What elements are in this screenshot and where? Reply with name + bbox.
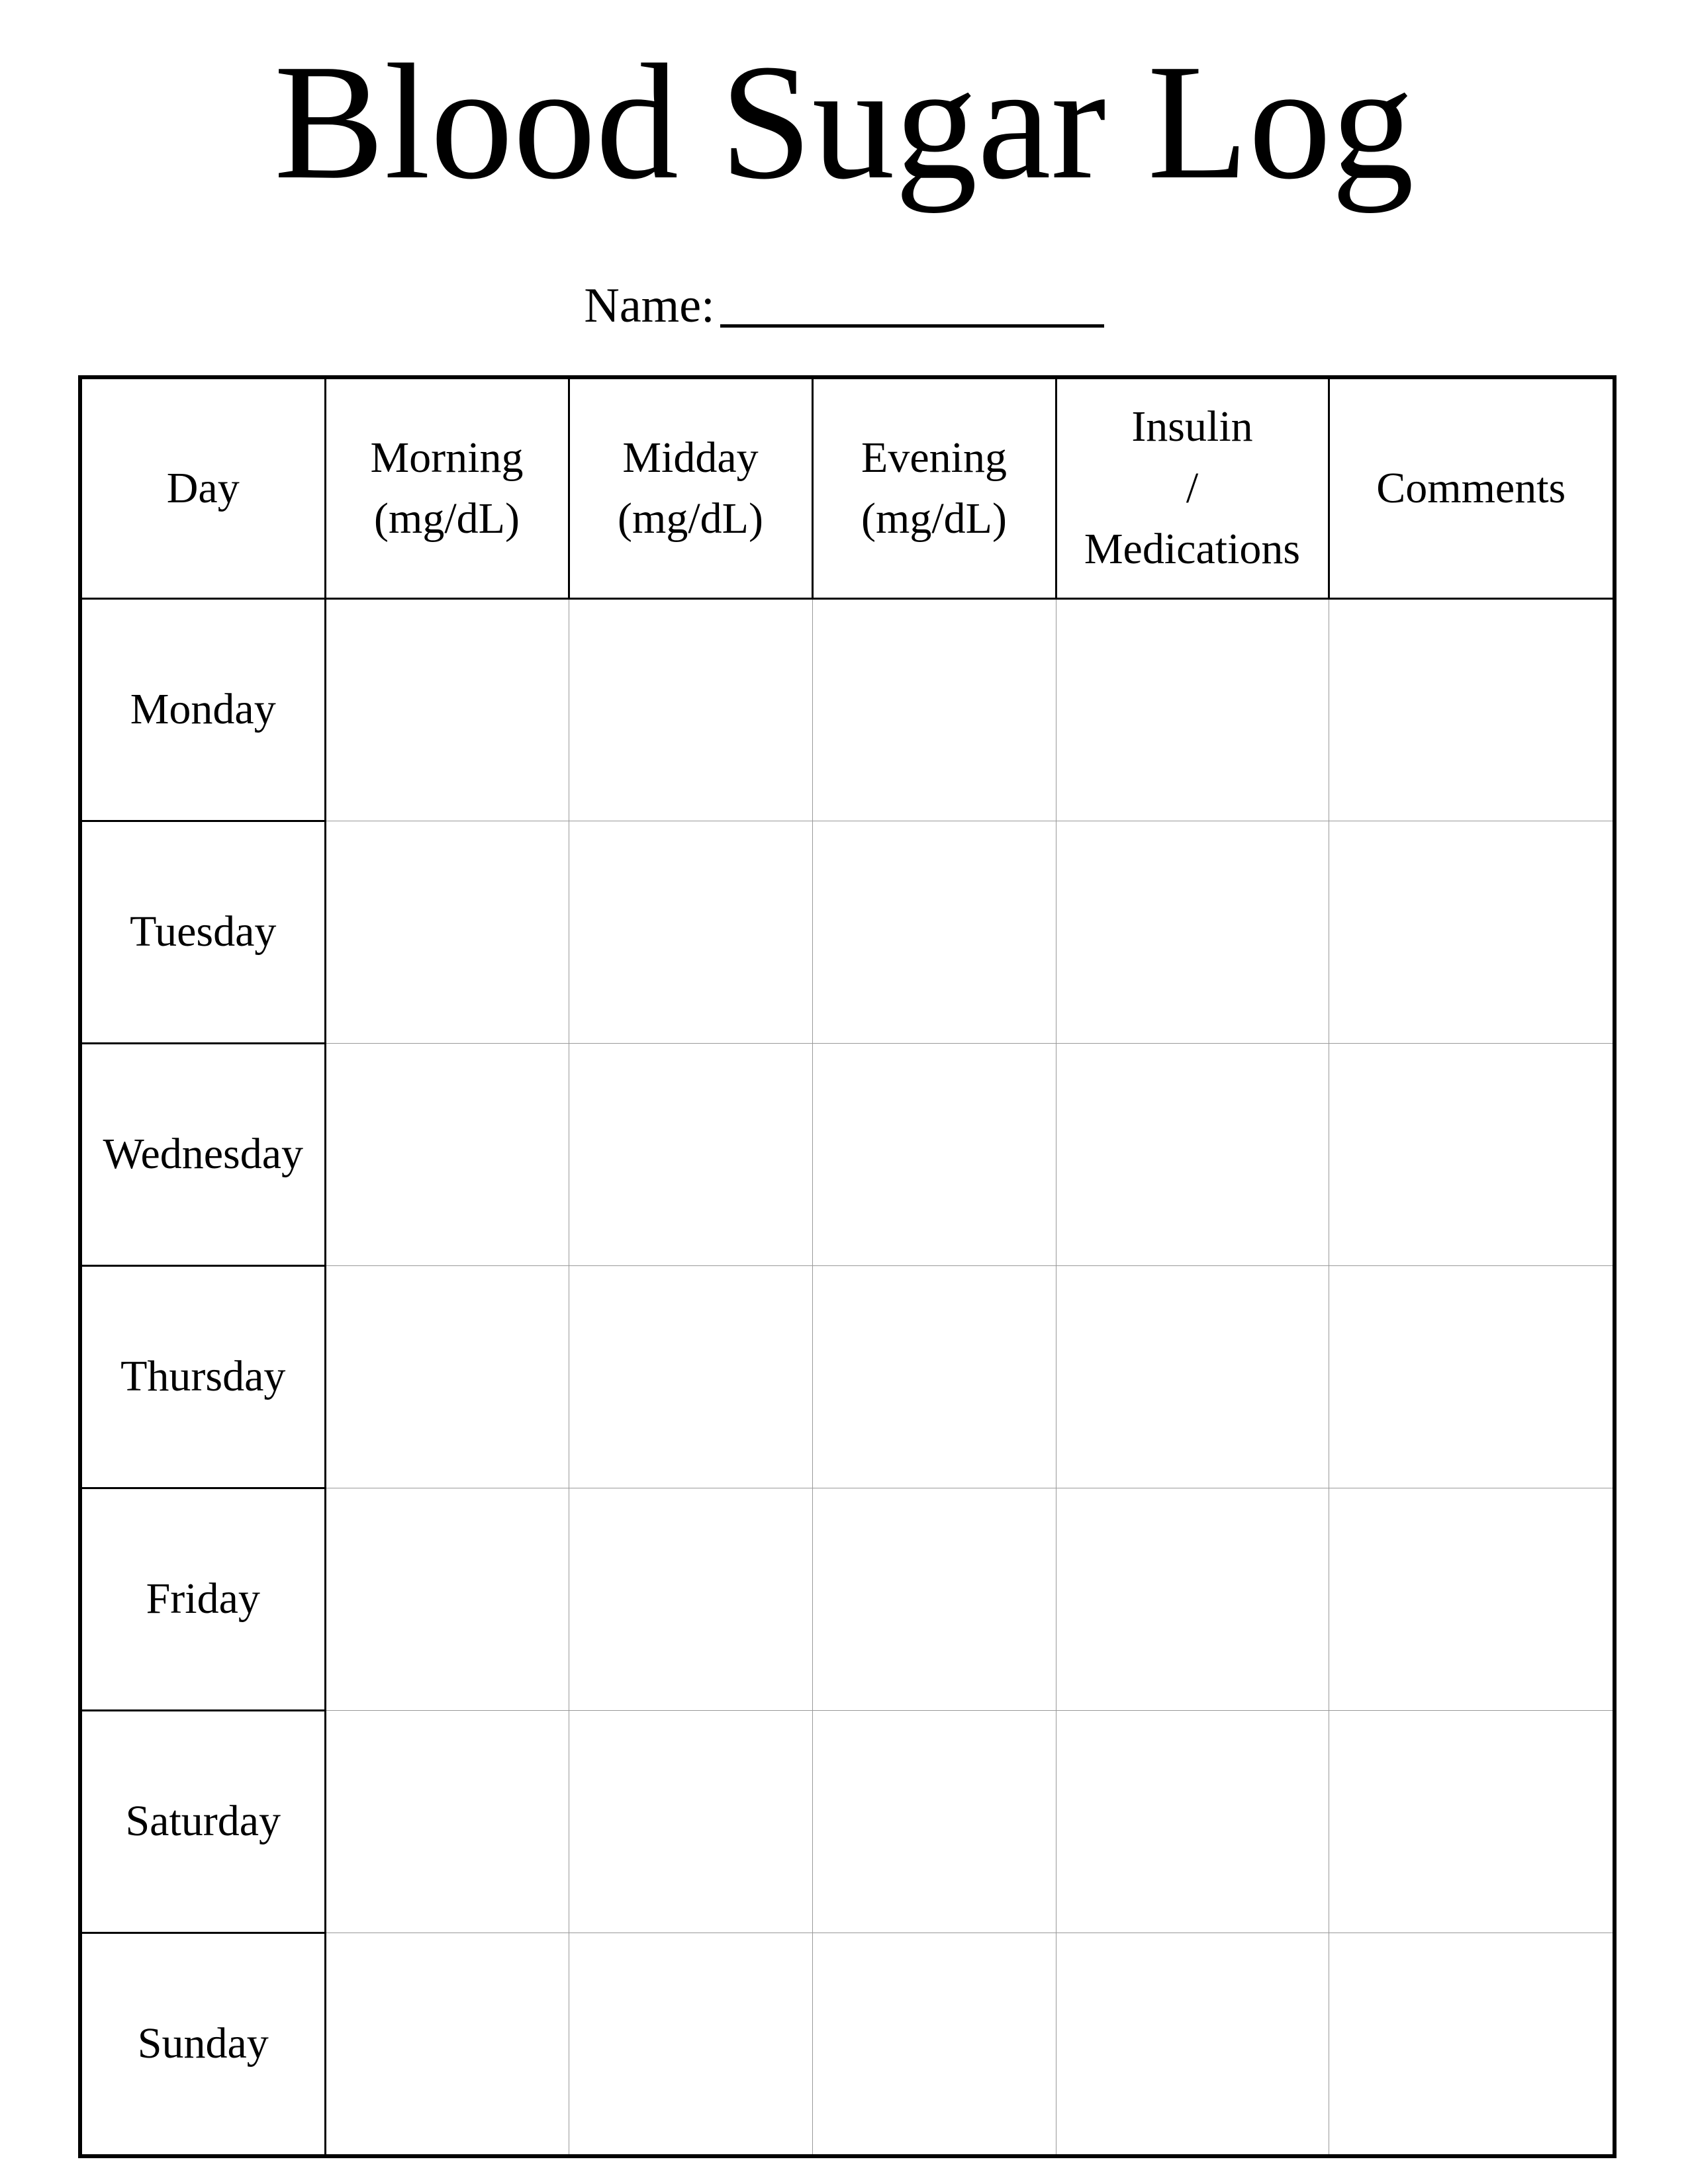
midday-entry-cell[interactable] — [569, 599, 812, 821]
morning-entry-cell[interactable] — [325, 1488, 569, 1711]
day-label-saturday: Saturday — [80, 1711, 325, 1933]
midday-entry-cell[interactable] — [569, 1488, 812, 1711]
day-label-tuesday: Tuesday — [80, 821, 325, 1044]
comments-entry-cell[interactable] — [1329, 1488, 1615, 1711]
midday-entry-cell[interactable] — [569, 1711, 812, 1933]
table-row — [80, 1711, 1615, 1933]
comments-entry-cell[interactable] — [1329, 599, 1615, 821]
day-label-sunday: Sunday — [80, 1933, 325, 2157]
morning-entry-cell[interactable] — [325, 1933, 569, 2157]
day-label-thursday: Thursday — [80, 1266, 325, 1488]
insulin-medications-entry-cell[interactable] — [1056, 1044, 1329, 1266]
day-label-friday: Friday — [80, 1488, 325, 1711]
comments-entry-cell[interactable] — [1329, 1044, 1615, 1266]
midday-entry-cell[interactable] — [569, 1044, 812, 1266]
morning-entry-cell[interactable] — [325, 1711, 569, 1933]
morning-entry-cell[interactable] — [325, 821, 569, 1044]
insulin-medications-entry-cell[interactable] — [1056, 1488, 1329, 1711]
table-row — [80, 1266, 1615, 1488]
morning-entry-cell[interactable] — [325, 599, 569, 821]
day-label-monday: Monday — [80, 599, 325, 821]
header-row — [80, 377, 1615, 599]
table-row — [80, 1044, 1615, 1266]
name-field-row — [0, 279, 1688, 333]
evening-entry-cell[interactable] — [812, 821, 1056, 1044]
name-blank-line[interactable] — [720, 324, 1104, 328]
comments-entry-cell[interactable] — [1329, 1933, 1615, 2157]
insulin-medications-entry-cell[interactable] — [1056, 1933, 1329, 2157]
column-header-midday: Midday (mg/dL) — [569, 377, 812, 599]
day-label-wednesday: Wednesday — [80, 1044, 325, 1266]
column-header-morning: Morning (mg/dL) — [325, 377, 569, 599]
table-row — [80, 821, 1615, 1044]
morning-entry-cell[interactable] — [325, 1044, 569, 1266]
insulin-medications-entry-cell[interactable] — [1056, 1266, 1329, 1488]
evening-entry-cell[interactable] — [812, 1044, 1056, 1266]
evening-entry-cell[interactable] — [812, 1266, 1056, 1488]
midday-entry-cell[interactable] — [569, 1266, 812, 1488]
evening-entry-cell[interactable] — [812, 1488, 1056, 1711]
midday-entry-cell[interactable] — [569, 821, 812, 1044]
blood-sugar-log-table — [78, 375, 1617, 2158]
morning-entry-cell[interactable] — [325, 1266, 569, 1488]
name-label: Name: — [584, 279, 715, 333]
insulin-medications-entry-cell[interactable] — [1056, 1711, 1329, 1933]
evening-entry-cell[interactable] — [812, 599, 1056, 821]
midday-entry-cell[interactable] — [569, 1933, 812, 2157]
evening-entry-cell[interactable] — [812, 1711, 1056, 1933]
table-row — [80, 1488, 1615, 1711]
comments-entry-cell[interactable] — [1329, 1266, 1615, 1488]
insulin-medications-entry-cell[interactable] — [1056, 599, 1329, 821]
table-row — [80, 599, 1615, 821]
insulin-medications-entry-cell[interactable] — [1056, 821, 1329, 1044]
page-title: Blood Sugar Log — [273, 30, 1415, 214]
table-row — [80, 1933, 1615, 2157]
comments-entry-cell[interactable] — [1329, 1711, 1615, 1933]
comments-entry-cell[interactable] — [1329, 821, 1615, 1044]
evening-entry-cell[interactable] — [812, 1933, 1056, 2157]
column-header-day: Day — [80, 377, 325, 599]
column-header-insulin-medications: Insulin / Medications — [1056, 377, 1329, 599]
column-header-comments: Comments — [1329, 377, 1615, 599]
column-header-evening: Evening (mg/dL) — [812, 377, 1056, 599]
